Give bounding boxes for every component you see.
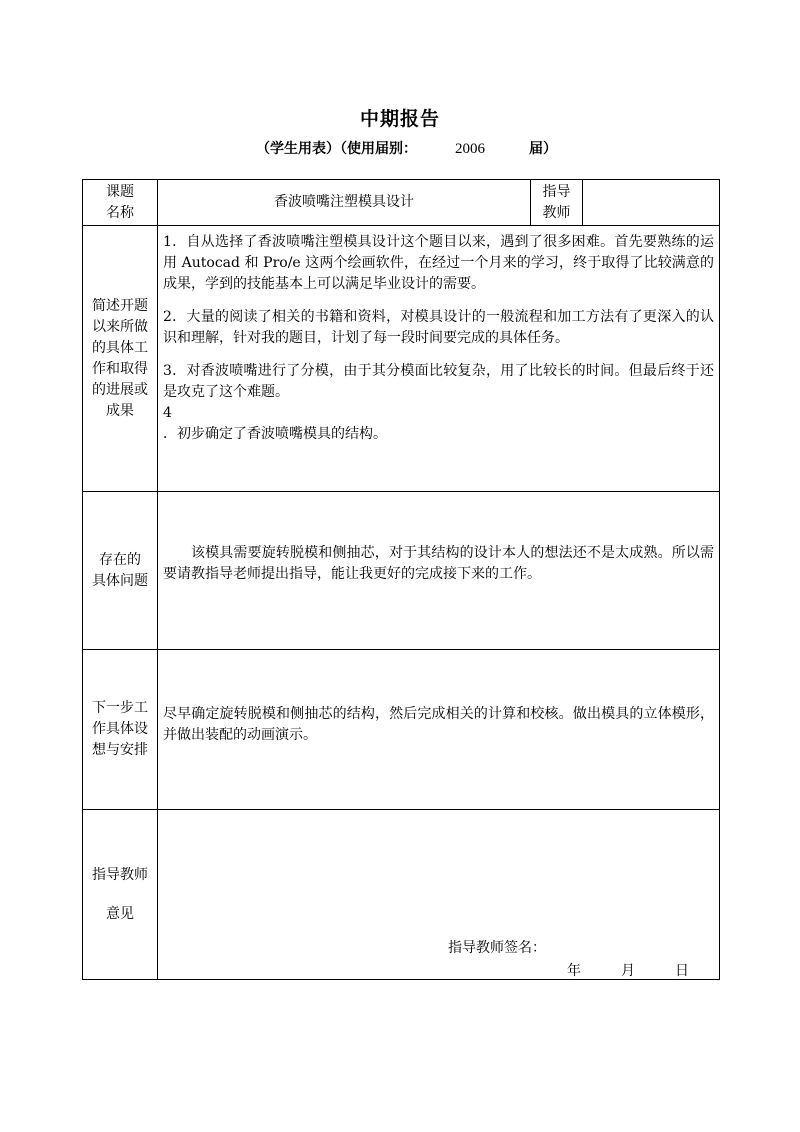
topic-label-line1: 课题 (106, 183, 134, 200)
opinion-content (158, 810, 720, 980)
problems-content (158, 492, 720, 650)
opinion-label-line1: 指导教师 (92, 866, 148, 883)
progress-item-4-text: ．初步确定了香波喷嘴模具的结构。 (163, 426, 387, 442)
plan-row (83, 650, 720, 810)
page-title: 中期报告 (359, 108, 440, 130)
topic-row (83, 180, 720, 226)
progress-label-line: 的具体工 (92, 339, 148, 356)
signature-date (567, 961, 689, 982)
progress-label-line: 以来所做 (92, 318, 148, 335)
plan-text: 尽早确定旋转脱模和侧抽芯的结构，然后完成相关的计算和校核。做出模具的立体模形，并做出装配的动画演示。 (163, 705, 714, 743)
progress-item: 3．对香波喷嘴进行了分模，由于其分模面比较复杂，用了比较长的时间。但最后终于还是攻克了这个难题。 (163, 363, 714, 400)
plan-label (83, 650, 158, 810)
progress-item: 2．大量的阅读了相关的书籍和资料，对模具设计的一般流程和加工方法有了更深入的认识和理解，针对我的题目，计划了每一段时间要完成的具体任务。 (163, 309, 714, 346)
advisor-signature-label: 指导教师签名： (448, 940, 546, 956)
advisor-value (583, 180, 720, 226)
progress-item-4-number: 4 (163, 405, 172, 421)
progress-label (83, 226, 158, 492)
opinion-row (83, 810, 720, 980)
topic-value: 香波喷嘴注塑模具设计 (158, 180, 531, 226)
progress-label-line: 的进展或 (92, 381, 148, 398)
problems-text: 该模具需要旋转脱模和侧抽芯，对于其结构的设计本人的想法还不是太成熟。所以需要请教指导老师提出指导，能让我更好的完成接下来的工作。 (163, 544, 714, 582)
problems-label-line2: 具体问题 (92, 572, 148, 589)
opinion-label (83, 810, 158, 980)
progress-content (158, 226, 720, 492)
date-day: 日 (675, 963, 689, 979)
page-subtitle (256, 138, 557, 158)
subtitle-year: 2006 (455, 141, 485, 157)
plan-label-line: 下一步工 (92, 700, 148, 716)
plan-label-line: 想与安排 (92, 742, 148, 758)
topic-label (83, 180, 158, 226)
plan-content (158, 650, 720, 810)
progress-label-line: 作和取得 (92, 360, 148, 377)
date-month: 月 (621, 963, 635, 979)
problems-label (83, 492, 158, 650)
opinion-label-line2: 意见 (106, 905, 134, 922)
subtitle-prefix: （学生用表）（使用届别： (256, 141, 417, 157)
problems-label-line1: 存在的 (99, 551, 141, 568)
progress-label-line: 成果 (106, 402, 134, 419)
progress-row (83, 226, 720, 492)
plan-label-line: 作具体设 (92, 721, 148, 737)
date-year: 年 (567, 963, 581, 979)
advisor-label-line2: 教师 (542, 204, 571, 221)
report-table (82, 179, 720, 980)
problems-row (83, 492, 720, 650)
subtitle-suffix: 届） (529, 141, 557, 157)
advisor-label (531, 180, 583, 226)
topic-label-line2: 名称 (106, 204, 134, 221)
progress-label-line: 简述开题 (92, 297, 148, 314)
advisor-label-line1: 指导 (542, 183, 571, 200)
progress-item: 1．自从选择了香波喷嘴注塑模具设计这个题目以来，遇到了很多困难。首先要熟练的运用 Autocad 和 Pro/e 这两个绘画软件，在经过一个月来的学习，终于取得了比较满意的成果，学到的技能基本上可以满足毕业设计的需要。 (163, 234, 714, 292)
